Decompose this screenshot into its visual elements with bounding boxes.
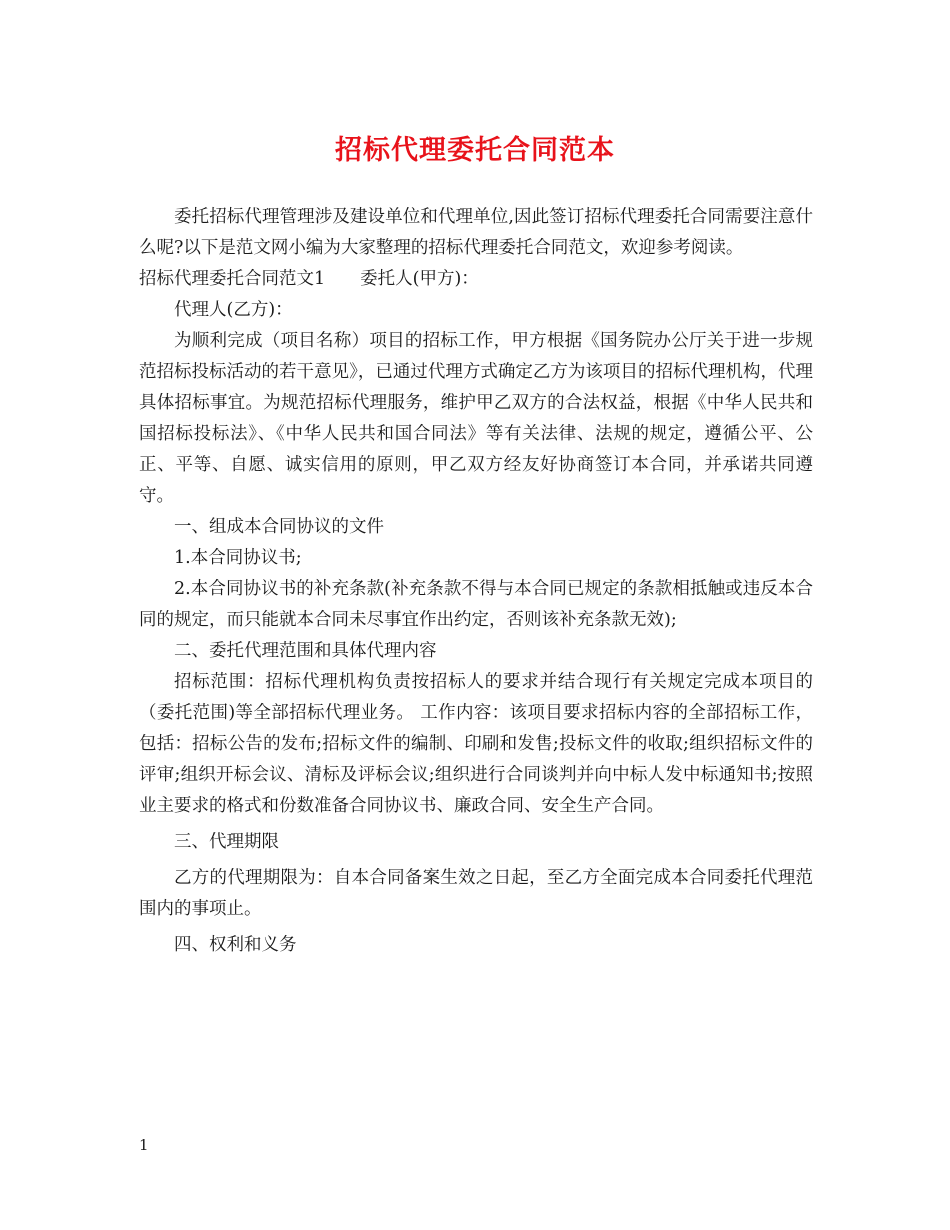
section-heading-4: 四、权利和义务 bbox=[174, 935, 297, 955]
document-body bbox=[139, 202, 813, 961]
intro-paragraph: 委托招标代理管理涉及建设单位和代理单位,因此签订招标代理委托合同需要注意什么呢?以下是范文网小编为大家整理的招标代理委托合同范文，欢迎参考阅读。 bbox=[139, 207, 813, 258]
contract-heading-line: 招标代理委托合同范文1 委托人(甲方)： bbox=[139, 269, 479, 289]
scope-paragraph: 招标范围：招标代理机构负责按招标人的要求并结合现行有关规定完成本项目的（委托范围)等全部招标代理业务。 工作内容：该项目要求招标内容的全部招标工作，包括：招标公告的发布;招标文件的编制、印刷和发售;投标文件的收取;组织招标文件的评审;组织开标会议、清标及评标会议;组织进行合同谈判并向中标人发中标通知书;按照业主要求的格式和份数准备合同协议书、廉政合同、安全生产合同。 bbox=[139, 672, 813, 816]
document-title: 招标代理委托合同范本 bbox=[335, 135, 615, 166]
preamble-paragraph: 为顺利完成（项目名称）项目的招标工作，甲方根据《国务院办公厅关于进一步规范招标投标活动的若干意见》，已通过代理方式确定乙方为该项目的招标代理机构，代理具体招标事宜。为规范招标代理服务，维护甲乙双方的合法权益，根据《中华人民共和国招标投标法》、《中华人民共和国合同法》等有关法律、法规的规定，遵循公平、公正、平等、自愿、诚实信用的原则，甲乙双方经友好协商签订本合同，并承诺共同遵守。 bbox=[139, 331, 813, 506]
section-heading-1: 一、组成本合同协议的文件 bbox=[174, 517, 384, 537]
list-item: 2.本合同协议书的补充条款(补充条款不得与本合同已规定的条款相抵触或违反本合同的规定，而只能就本合同未尽事宜作出约定，否则该补充条款无效); bbox=[139, 579, 813, 630]
section-heading-2: 二、委托代理范围和具体代理内容 bbox=[174, 641, 437, 661]
page-number: 1 bbox=[139, 1136, 149, 1154]
section-heading-3: 三、代理期限 bbox=[174, 832, 279, 852]
agent-party-line: 代理人(乙方)： bbox=[174, 300, 293, 320]
list-item: 1.本合同协议书; bbox=[174, 548, 302, 568]
term-paragraph: 乙方的代理期限为：自本合同备案生效之日起，至乙方全面完成本合同委托代理范围内的事项止。 bbox=[139, 868, 813, 919]
